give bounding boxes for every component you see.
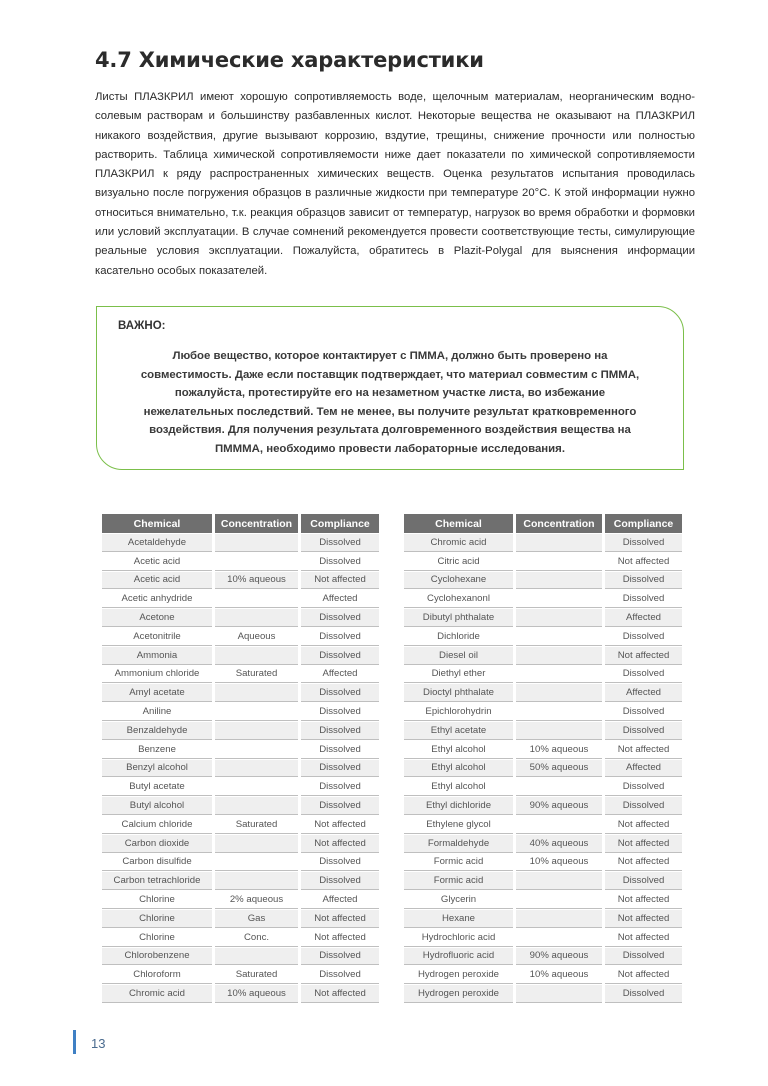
table-row [102, 948, 379, 966]
table-row [404, 722, 682, 740]
chemical-cell: Hydrochloric acid [404, 929, 513, 947]
table-row [404, 703, 682, 721]
concentration-cell [516, 666, 602, 684]
concentration-cell: 90% aqueous [516, 948, 602, 966]
table-row [102, 534, 379, 552]
header-concentration: Concentration [215, 514, 298, 533]
chemical-cell: Chlorine [102, 910, 212, 928]
concentration-cell: 90% aqueous [516, 797, 602, 815]
concentration-cell: 10% aqueous [215, 572, 298, 590]
compliance-cell: Not affected [301, 910, 379, 928]
header-concentration: Concentration [516, 514, 602, 533]
chemical-cell: Diesel oil [404, 647, 513, 665]
table-row [102, 910, 379, 928]
compliance-cell: Not affected [301, 929, 379, 947]
chemical-cell: Calcium chloride [102, 816, 212, 834]
concentration-cell: 10% aqueous [516, 741, 602, 759]
table-row [102, 722, 379, 740]
compliance-cell: Dissolved [301, 534, 379, 552]
concentration-cell [516, 628, 602, 646]
chemical-cell: Epichlorohydrin [404, 703, 513, 721]
concentration-cell [215, 534, 298, 552]
compliance-cell: Not affected [301, 985, 379, 1003]
header-chemical: Chemical [404, 514, 513, 533]
chemical-cell: Cyclohexanonl [404, 590, 513, 608]
compliance-cell: Dissolved [301, 948, 379, 966]
table-row [404, 534, 682, 552]
notice-line: Любое вещество, которое контактирует с ПММА, должно быть проверено на [172, 350, 608, 362]
chemical-table-left [99, 513, 382, 1004]
chemical-cell: Chromic acid [102, 985, 212, 1003]
concentration-cell [516, 534, 602, 552]
table-row [102, 684, 379, 702]
concentration-cell [215, 778, 298, 796]
table-row [404, 553, 682, 571]
concentration-cell [516, 590, 602, 608]
concentration-cell [215, 797, 298, 815]
chemical-cell: Diethyl ether [404, 666, 513, 684]
concentration-cell [215, 760, 298, 778]
compliance-cell: Dissolved [605, 985, 682, 1003]
concentration-cell [215, 872, 298, 890]
compliance-cell: Dissolved [301, 609, 379, 627]
chemical-cell: Acetic acid [102, 572, 212, 590]
compliance-cell: Dissolved [301, 760, 379, 778]
page-title: 4.7 Химические характеристики [95, 48, 484, 72]
chemical-cell: Benzyl alcohol [102, 760, 212, 778]
table-row [404, 684, 682, 702]
chemical-cell: Carbon tetrachloride [102, 872, 212, 890]
compliance-cell: Affected [605, 609, 682, 627]
page-marker-bar [73, 1030, 76, 1054]
concentration-cell [215, 609, 298, 627]
table-body [404, 534, 682, 1003]
concentration-cell [516, 647, 602, 665]
notice-line: пожалуйста, протестируйте его на незаметном участке листа, во избежание [174, 387, 606, 400]
concentration-cell [516, 872, 602, 890]
chemical-cell: Hydrogen peroxide [404, 966, 513, 984]
concentration-cell [215, 835, 298, 853]
compliance-cell: Dissolved [605, 872, 682, 890]
compliance-cell: Dissolved [301, 854, 379, 872]
compliance-cell: Not affected [605, 854, 682, 872]
chemical-cell: Formaldehyde [404, 835, 513, 853]
table-row [102, 966, 379, 984]
chemical-cell: Ammonium chloride [102, 666, 212, 684]
notice-body [117, 347, 663, 459]
table-row [404, 572, 682, 590]
header-compliance: Compliance [605, 514, 682, 533]
chemical-cell: Formic acid [404, 854, 513, 872]
concentration-cell: 10% aqueous [215, 985, 298, 1003]
concentration-cell [516, 929, 602, 947]
concentration-cell: 50% aqueous [516, 760, 602, 778]
table-row [404, 666, 682, 684]
compliance-cell: Dissolved [301, 741, 379, 759]
compliance-cell: Dissolved [605, 778, 682, 796]
chemical-cell: Dioctyl phthalate [404, 684, 513, 702]
chemical-cell: Hydrofluoric acid [404, 948, 513, 966]
table-row [102, 572, 379, 590]
concentration-cell: Saturated [215, 966, 298, 984]
concentration-cell [516, 816, 602, 834]
table-row [404, 948, 682, 966]
table-row [404, 929, 682, 947]
table-row [102, 854, 379, 872]
compliance-cell: Dissolved [605, 572, 682, 590]
compliance-cell: Dissolved [605, 722, 682, 740]
notice-line: воздействия. Для получения результата долговременного воздействия вещества на [149, 424, 631, 437]
table-row [102, 553, 379, 571]
table-row [404, 854, 682, 872]
concentration-cell [215, 647, 298, 665]
concentration-cell [516, 572, 602, 590]
table-row [404, 910, 682, 928]
compliance-cell: Affected [605, 684, 682, 702]
table-body [102, 534, 379, 1003]
table-row [102, 760, 379, 778]
chemical-cell: Glycerin [404, 891, 513, 909]
chemical-cell: Hexane [404, 910, 513, 928]
compliance-cell: Affected [301, 666, 379, 684]
chemical-cell: Dichloride [404, 628, 513, 646]
compliance-cell: Not affected [301, 816, 379, 834]
concentration-cell [215, 590, 298, 608]
important-notice [96, 306, 684, 470]
table-row [404, 778, 682, 796]
concentration-cell: 10% aqueous [516, 854, 602, 872]
chemical-cell: Ethyl alcohol [404, 778, 513, 796]
table-row [102, 797, 379, 815]
chemical-cell: Acetic anhydride [102, 590, 212, 608]
chemical-cell: Chlorine [102, 929, 212, 947]
concentration-cell [516, 910, 602, 928]
chemical-cell: Acetic acid [102, 553, 212, 571]
concentration-cell [516, 703, 602, 721]
table-row [102, 816, 379, 834]
intro-paragraph: Листы ПЛАЗКРИЛ имеют хорошую сопротивляемость воде, щелочным материалам, неорганическим водно-солевым растворам и большинству разбавленных кислот. Некоторые вещества не оказывают на ПЛАЗКРИЛ никакого воздействия, другие вызывают коррозию, вздутие, трещины, снижение прочности или полностью растворить. Таблица химической сопротивляемости ниже дает показатели по химической сопротивляемости ПЛАЗКРИЛ к ряду распространенных химических веществ. Оценка результатов испытания проводилась визуально после погружения образцов в различные жидкости при температуре 20°С. К этой информации нужно относиться внимательно, т.к. реакция образцов зависит от температур, нагрузок во время обработки и формовки или условий эксплуатации. В случае сомнений рекомендуется провести соответствующие тесты, симулирующие реальные условия эксплуатации. Пожалуйста, обратитесь в Plazit-Polygal для выяснения информации касательно особых показателей. [95, 91, 696, 277]
table-row [102, 609, 379, 627]
concentration-cell: Gas [215, 910, 298, 928]
table-row [404, 816, 682, 834]
compliance-cell: Dissolved [301, 684, 379, 702]
chemical-cell: Cyclohexane [404, 572, 513, 590]
chemical-cell: Ethyl acetate [404, 722, 513, 740]
chemical-cell: Hydrogen peroxide [404, 985, 513, 1003]
concentration-cell: Saturated [215, 666, 298, 684]
compliance-cell: Dissolved [605, 534, 682, 552]
concentration-cell [215, 741, 298, 759]
table-row [404, 985, 682, 1003]
concentration-cell: 10% aqueous [516, 966, 602, 984]
table-row [102, 929, 379, 947]
compliance-cell: Not affected [605, 929, 682, 947]
notice-line: совместимость. Даже если поставщик подтверждает, что материал совместим с ПММА, [140, 368, 640, 381]
table-row [102, 647, 379, 665]
concentration-cell [516, 778, 602, 796]
page-number: 13 [91, 1036, 106, 1051]
chemical-cell: Acetone [102, 609, 212, 627]
compliance-cell: Not affected [605, 816, 682, 834]
chemical-table-right [401, 513, 685, 1004]
table-row [102, 590, 379, 608]
chemical-cell: Ammonia [102, 647, 212, 665]
concentration-cell: Saturated [215, 816, 298, 834]
table-row [404, 741, 682, 759]
compliance-cell: Dissolved [301, 647, 379, 665]
chemical-cell: Butyl alcohol [102, 797, 212, 815]
compliance-cell: Affected [301, 590, 379, 608]
compliance-cell: Dissolved [301, 722, 379, 740]
header-chemical: Chemical [102, 514, 212, 533]
compliance-cell: Not affected [605, 741, 682, 759]
compliance-cell: Dissolved [605, 703, 682, 721]
concentration-cell [516, 609, 602, 627]
chemical-cell: Butyl acetate [102, 778, 212, 796]
chemical-cell: Benzene [102, 741, 212, 759]
notice-line: ПМММА, необходимо провести лабораторные исследования. [214, 442, 565, 455]
table-row [102, 741, 379, 759]
table-row [102, 628, 379, 646]
compliance-cell: Not affected [605, 647, 682, 665]
concentration-cell [215, 684, 298, 702]
table-row [404, 628, 682, 646]
table-row [102, 778, 379, 796]
notice-line: нежелательных последствий. Тем не менее, вы получите результат кратковременного [143, 405, 637, 418]
table-row [102, 985, 379, 1003]
chemical-cell: Aniline [102, 703, 212, 721]
concentration-cell: 40% aqueous [516, 835, 602, 853]
table-row [404, 966, 682, 984]
compliance-cell: Dissolved [301, 553, 379, 571]
chemical-cell: Formic acid [404, 872, 513, 890]
chemical-cell: Benzaldehyde [102, 722, 212, 740]
chemical-cell: Carbon dioxide [102, 835, 212, 853]
concentration-cell [215, 854, 298, 872]
compliance-cell: Dissolved [605, 666, 682, 684]
header-compliance: Compliance [301, 514, 379, 533]
chemical-cell: Ethyl alcohol [404, 741, 513, 759]
table-row [404, 760, 682, 778]
concentration-cell [516, 553, 602, 571]
chemical-cell: Chlorine [102, 891, 212, 909]
chemical-cell: Ethyl dichloride [404, 797, 513, 815]
chemical-cell: Carbon disulfide [102, 854, 212, 872]
compliance-cell: Not affected [605, 910, 682, 928]
concentration-cell [516, 722, 602, 740]
chemical-cell: Ethyl alcohol [404, 760, 513, 778]
concentration-cell [215, 553, 298, 571]
table-row [404, 797, 682, 815]
table-row [404, 590, 682, 608]
table-row [404, 891, 682, 909]
table-row [102, 835, 379, 853]
chemical-cell: Chloroform [102, 966, 212, 984]
chemical-cell: Chromic acid [404, 534, 513, 552]
chemical-cell: Chlorobenzene [102, 948, 212, 966]
compliance-cell: Dissolved [605, 948, 682, 966]
compliance-cell: Not affected [301, 572, 379, 590]
compliance-cell: Affected [301, 891, 379, 909]
compliance-cell: Not affected [605, 835, 682, 853]
chemical-cell: Ethylene glycol [404, 816, 513, 834]
concentration-cell [516, 891, 602, 909]
compliance-cell: Affected [605, 760, 682, 778]
compliance-cell: Not affected [301, 835, 379, 853]
table-row [102, 872, 379, 890]
compliance-cell: Not affected [605, 553, 682, 571]
notice-title: ВАЖНО: [118, 320, 166, 332]
concentration-cell [215, 703, 298, 721]
table-row [404, 872, 682, 890]
concentration-cell [516, 684, 602, 702]
compliance-cell: Dissolved [301, 966, 379, 984]
concentration-cell: Conc. [215, 929, 298, 947]
compliance-cell: Dissolved [301, 628, 379, 646]
chemical-cell: Amyl acetate [102, 684, 212, 702]
compliance-cell: Dissolved [605, 797, 682, 815]
concentration-cell [215, 722, 298, 740]
table-row [102, 891, 379, 909]
compliance-cell: Dissolved [301, 872, 379, 890]
table-row [404, 647, 682, 665]
compliance-cell: Dissolved [605, 628, 682, 646]
compliance-cell: Not affected [605, 966, 682, 984]
table-row [404, 835, 682, 853]
concentration-cell [516, 985, 602, 1003]
chemical-cell: Acetonitrile [102, 628, 212, 646]
concentration-cell: Aqueous [215, 628, 298, 646]
table-row [102, 666, 379, 684]
compliance-cell: Not affected [605, 891, 682, 909]
compliance-cell: Dissolved [605, 590, 682, 608]
chemical-cell: Acetaldehyde [102, 534, 212, 552]
chemical-cell: Citric acid [404, 553, 513, 571]
table-row [102, 703, 379, 721]
table-row [404, 609, 682, 627]
compliance-cell: Dissolved [301, 778, 379, 796]
compliance-cell: Dissolved [301, 797, 379, 815]
concentration-cell [215, 948, 298, 966]
concentration-cell: 2% aqueous [215, 891, 298, 909]
compliance-cell: Dissolved [301, 703, 379, 721]
chemical-cell: Dibutyl phthalate [404, 609, 513, 627]
